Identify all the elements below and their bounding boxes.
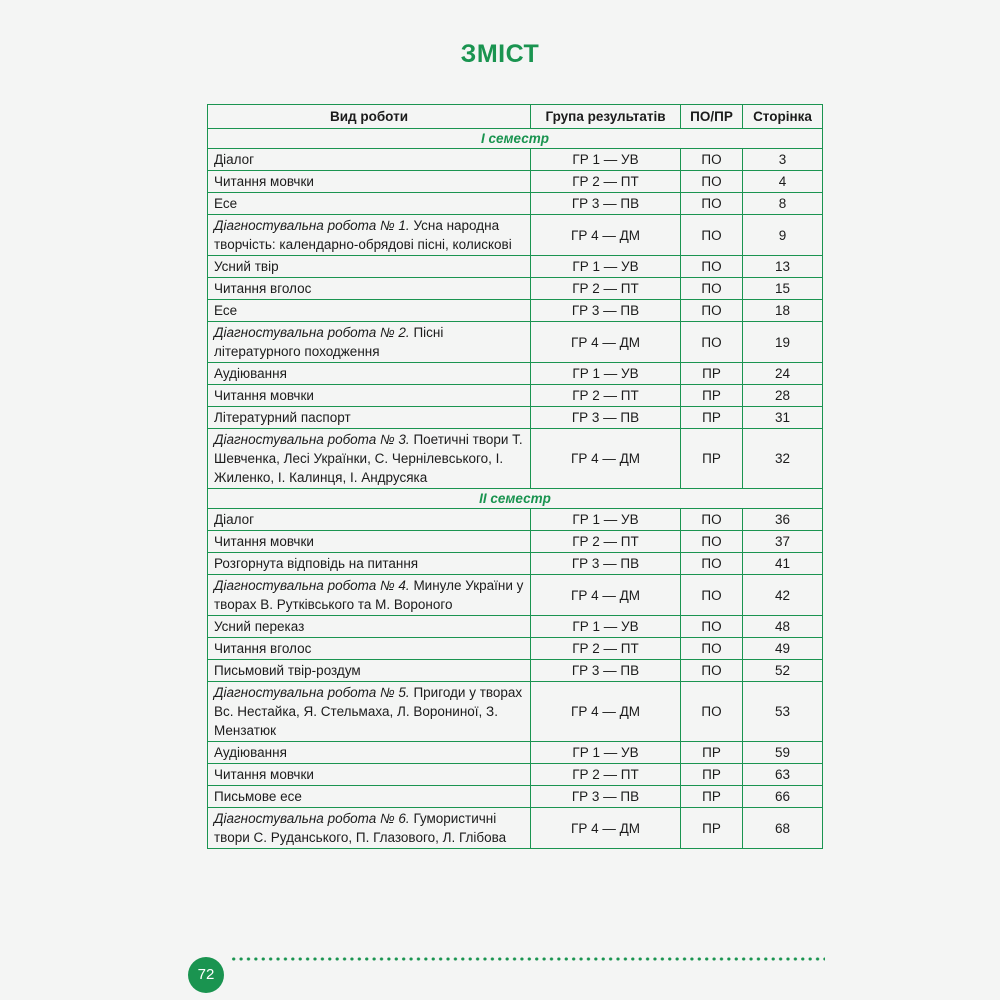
work-title: Усний твір xyxy=(214,259,279,274)
table-row xyxy=(208,616,823,638)
work-cell xyxy=(208,553,531,575)
group-cell: ГР 2 — ПТ xyxy=(531,638,681,660)
page-title: ЗМІСТ xyxy=(460,40,540,68)
diagnostic-label: Діагностувальна робота № 3. xyxy=(214,432,410,447)
work-cell xyxy=(208,808,531,849)
work-title: Есе xyxy=(214,303,238,318)
page-cell: 37 xyxy=(743,531,823,553)
work-title: Аудіювання xyxy=(214,366,287,381)
po-pr-cell: ПО xyxy=(681,278,743,300)
header-page: Сторінка xyxy=(743,105,823,129)
table-row xyxy=(208,363,823,385)
work-cell xyxy=(208,215,531,256)
group-cell: ГР 1 — УВ xyxy=(531,616,681,638)
work-cell xyxy=(208,575,531,616)
semester-row xyxy=(208,129,823,149)
work-cell xyxy=(208,764,531,786)
work-cell xyxy=(208,660,531,682)
table-row xyxy=(208,660,823,682)
page-number-badge: 72 xyxy=(188,957,224,993)
group-cell: ГР 1 — УВ xyxy=(531,509,681,531)
po-pr-cell: ПО xyxy=(681,322,743,363)
group-cell: ГР 4 — ДМ xyxy=(531,215,681,256)
group-cell: ГР 1 — УВ xyxy=(531,256,681,278)
group-cell: ГР 2 — ПТ xyxy=(531,531,681,553)
table-row xyxy=(208,385,823,407)
po-pr-cell: ПР xyxy=(681,363,743,385)
work-cell xyxy=(208,742,531,764)
po-pr-cell: ПО xyxy=(681,575,743,616)
work-title: Пригоди у творах Вс. Нестайка, Я. Стельмаха, Л. Ворониної, З. Мензатюк xyxy=(214,685,523,738)
po-pr-cell: ПО xyxy=(681,171,743,193)
table-row xyxy=(208,215,823,256)
table-row xyxy=(208,429,823,489)
page-cell: 3 xyxy=(743,149,823,171)
group-cell: ГР 2 — ПТ xyxy=(531,171,681,193)
po-pr-cell: ПО xyxy=(681,682,743,742)
page-cell: 49 xyxy=(743,638,823,660)
work-cell xyxy=(208,149,531,171)
page-cell: 4 xyxy=(743,171,823,193)
table-row xyxy=(208,300,823,322)
page-cell: 66 xyxy=(743,786,823,808)
work-title: Читання мовчки xyxy=(214,174,314,189)
header-result-group: Група результатів xyxy=(531,105,681,129)
work-title: Пісні літературного походження xyxy=(214,325,444,359)
group-cell: ГР 3 — ПВ xyxy=(531,300,681,322)
page-cell: 68 xyxy=(743,808,823,849)
work-title: Гумористичні твори С. Руданського, П. Глазового, Л. Глібова xyxy=(214,811,507,845)
work-cell xyxy=(208,193,531,215)
page-cell: 28 xyxy=(743,385,823,407)
work-cell xyxy=(208,616,531,638)
group-cell: ГР 3 — ПВ xyxy=(531,660,681,682)
page-cell: 36 xyxy=(743,509,823,531)
page-cell: 9 xyxy=(743,215,823,256)
page-cell: 8 xyxy=(743,193,823,215)
table-row xyxy=(208,638,823,660)
work-title: Розгорнута відповідь на питання xyxy=(214,556,419,571)
po-pr-cell: ПО xyxy=(681,215,743,256)
po-pr-cell: ПО xyxy=(681,149,743,171)
work-cell xyxy=(208,786,531,808)
work-cell xyxy=(208,385,531,407)
page-cell: 31 xyxy=(743,407,823,429)
page-cell: 42 xyxy=(743,575,823,616)
group-cell: ГР 1 — УВ xyxy=(531,149,681,171)
table-row xyxy=(208,786,823,808)
po-pr-cell: ПО xyxy=(681,638,743,660)
po-pr-cell: ПО xyxy=(681,553,743,575)
po-pr-cell: ПО xyxy=(681,616,743,638)
group-cell: ГР 2 — ПТ xyxy=(531,385,681,407)
po-pr-cell: ПР xyxy=(681,429,743,489)
work-title: Діалог xyxy=(214,512,255,527)
work-cell xyxy=(208,531,531,553)
page-cell: 41 xyxy=(743,553,823,575)
work-cell xyxy=(208,278,531,300)
work-cell xyxy=(208,363,531,385)
table-row xyxy=(208,149,823,171)
group-cell: ГР 3 — ПВ xyxy=(531,193,681,215)
work-title: Читання мовчки xyxy=(214,534,314,549)
table-row xyxy=(208,553,823,575)
work-title: Діалог xyxy=(214,152,255,167)
work-cell xyxy=(208,171,531,193)
group-cell: ГР 1 — УВ xyxy=(531,742,681,764)
work-cell xyxy=(208,300,531,322)
page-cell: 59 xyxy=(743,742,823,764)
group-cell: ГР 4 — ДМ xyxy=(531,808,681,849)
header-po-pr: ПО/ПР xyxy=(681,105,743,129)
work-title: Письмове есе xyxy=(214,789,302,804)
group-cell: ГР 1 — УВ xyxy=(531,363,681,385)
work-cell xyxy=(208,322,531,363)
page-cell: 52 xyxy=(743,660,823,682)
diagnostic-label: Діагностувальна робота № 1. xyxy=(214,218,410,233)
group-cell: ГР 4 — ДМ xyxy=(531,429,681,489)
page-cell: 24 xyxy=(743,363,823,385)
page-cell: 48 xyxy=(743,616,823,638)
semester-label: ІІ семестр xyxy=(208,489,823,509)
page-cell: 63 xyxy=(743,764,823,786)
group-cell: ГР 4 — ДМ xyxy=(531,322,681,363)
work-title: Читання вголос xyxy=(214,281,312,296)
work-cell xyxy=(208,429,531,489)
work-cell xyxy=(208,407,531,429)
diagnostic-label: Діагностувальна робота № 6. xyxy=(214,811,410,826)
table-header-row xyxy=(208,105,823,129)
work-title: Письмовий твір-роздум xyxy=(214,663,361,678)
page-cell: 19 xyxy=(743,322,823,363)
work-cell xyxy=(208,682,531,742)
work-title: Поетичні твори Т. Шевченка, Лесі Українки, С. Чернілевського, І. Жиленко, І. Калинця, І. Андрусяка xyxy=(214,432,523,485)
table-row xyxy=(208,256,823,278)
table-row xyxy=(208,322,823,363)
po-pr-cell: ПО xyxy=(681,300,743,322)
table-row xyxy=(208,193,823,215)
po-pr-cell: ПР xyxy=(681,786,743,808)
semester-row xyxy=(208,489,823,509)
po-pr-cell: ПО xyxy=(681,660,743,682)
po-pr-cell: ПО xyxy=(681,193,743,215)
po-pr-cell: ПР xyxy=(681,764,743,786)
semester-label: І семестр xyxy=(208,129,823,149)
po-pr-cell: ПО xyxy=(681,256,743,278)
table-row xyxy=(208,531,823,553)
group-cell: ГР 2 — ПТ xyxy=(531,278,681,300)
diagnostic-label: Діагностувальна робота № 5. xyxy=(214,685,410,700)
group-cell: ГР 3 — ПВ xyxy=(531,786,681,808)
page-cell: 18 xyxy=(743,300,823,322)
table-row xyxy=(208,509,823,531)
group-cell: ГР 3 — ПВ xyxy=(531,553,681,575)
group-cell: ГР 2 — ПТ xyxy=(531,764,681,786)
po-pr-cell: ПР xyxy=(681,407,743,429)
table-row xyxy=(208,171,823,193)
diagnostic-label: Діагностувальна робота № 2. xyxy=(214,325,410,340)
work-title: Аудіювання xyxy=(214,745,287,760)
work-cell xyxy=(208,256,531,278)
po-pr-cell: ПР xyxy=(681,808,743,849)
contents-table xyxy=(207,104,823,849)
table-row xyxy=(208,278,823,300)
table-row xyxy=(208,575,823,616)
work-title: Усний переказ xyxy=(214,619,305,634)
table-row xyxy=(208,407,823,429)
work-title: Читання вголос xyxy=(214,641,312,656)
po-pr-cell: ПР xyxy=(681,742,743,764)
diagnostic-label: Діагностувальна робота № 4. xyxy=(214,578,410,593)
table-row xyxy=(208,808,823,849)
work-title: Читання мовчки xyxy=(214,767,314,782)
page-cell: 15 xyxy=(743,278,823,300)
work-cell xyxy=(208,638,531,660)
page-cell: 32 xyxy=(743,429,823,489)
work-title: Усна народна творчість: календарно-обрядові пісні, колискові xyxy=(214,218,512,252)
group-cell: ГР 4 — ДМ xyxy=(531,682,681,742)
page-cell: 53 xyxy=(743,682,823,742)
page-cell: 13 xyxy=(743,256,823,278)
po-pr-cell: ПО xyxy=(681,509,743,531)
table-row xyxy=(208,742,823,764)
group-cell: ГР 4 — ДМ xyxy=(531,575,681,616)
header-work-type: Вид роботи xyxy=(208,105,531,129)
work-title: Минуле України у творах В. Рутківського та М. Вороного xyxy=(214,578,524,612)
table-body xyxy=(208,129,823,849)
work-title: Есе xyxy=(214,196,238,211)
table-row xyxy=(208,682,823,742)
work-title: Читання мовчки xyxy=(214,388,314,403)
po-pr-cell: ПР xyxy=(681,385,743,407)
dotted-divider xyxy=(230,957,825,961)
work-title: Літературний паспорт xyxy=(214,410,351,425)
table-row xyxy=(208,764,823,786)
group-cell: ГР 3 — ПВ xyxy=(531,407,681,429)
po-pr-cell: ПО xyxy=(681,531,743,553)
work-cell xyxy=(208,509,531,531)
